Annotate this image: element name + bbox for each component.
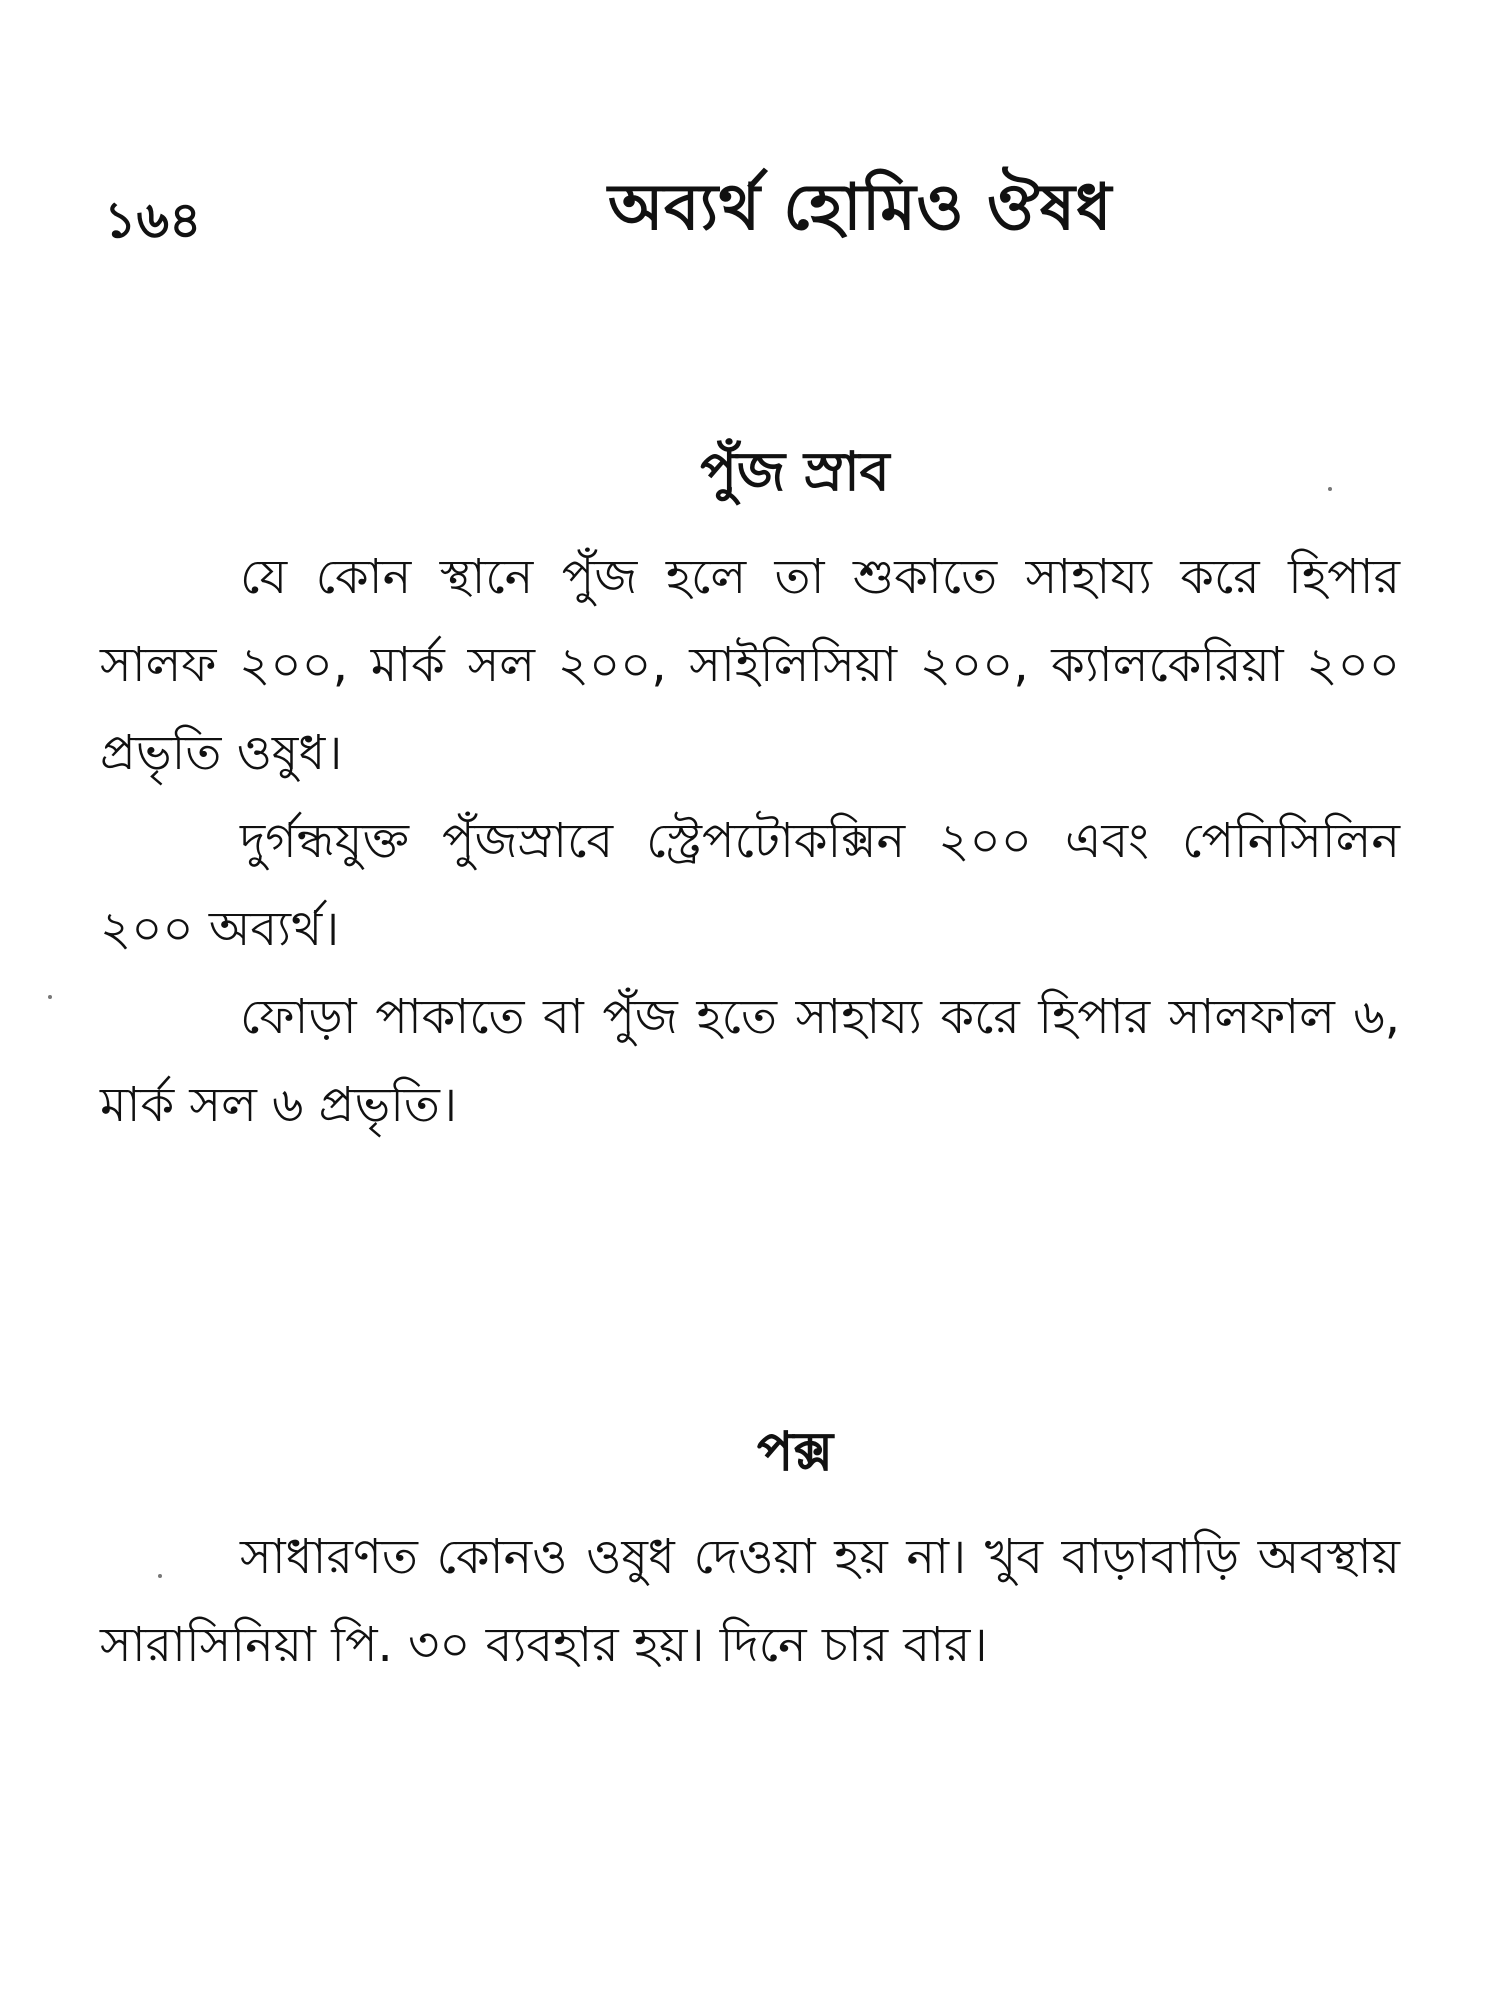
- paragraph: দুর্গন্ধযুক্ত পুঁজস্রাবে স্ট্রেপটোকক্সিন ২০০ এবং পেনিসিলিন ২০০ অব্যর্থ।: [100, 812, 1400, 957]
- section-heading: পক্স: [756, 1420, 834, 1483]
- section-pus-discharge: [100, 440, 1400, 1149]
- page-header: [0, 170, 1500, 280]
- paragraph: ফোড়া পাকাতে বা পুঁজ হতে সাহায্য করে হিপার সালফাল ৬, মার্ক সল ৬ প্রভৃতি।: [100, 988, 1400, 1133]
- scan-speck: [1328, 487, 1332, 491]
- paragraph: যে কোন স্থানে পুঁজ হলে তা শুকাতে সাহায্য করে হিপার সালফ ২০০, মার্ক সল ২০০, সাইলিসিয়া ২০০, ক্যালকেরিয়া ২০০ প্রভৃতি ওষুধ।: [100, 548, 1400, 781]
- page-number: ১৬৪: [104, 191, 202, 249]
- section-heading: পুঁজ স্রাব: [700, 440, 890, 503]
- section-pox: [100, 1420, 1400, 1689]
- running-title: অব্যর্থ হোমিও ঔষধ: [608, 171, 1112, 245]
- paragraph: সাধারণত কোনও ওষুধ দেওয়া হয় না। খুব বাড়াবাড়ি অবস্থায় সারাসিনিয়া পি. ৩০ ব্যবহার হয়। দিনে চার বার।: [100, 1528, 1400, 1673]
- scan-speck: [48, 995, 52, 999]
- scan-speck: [158, 1574, 162, 1578]
